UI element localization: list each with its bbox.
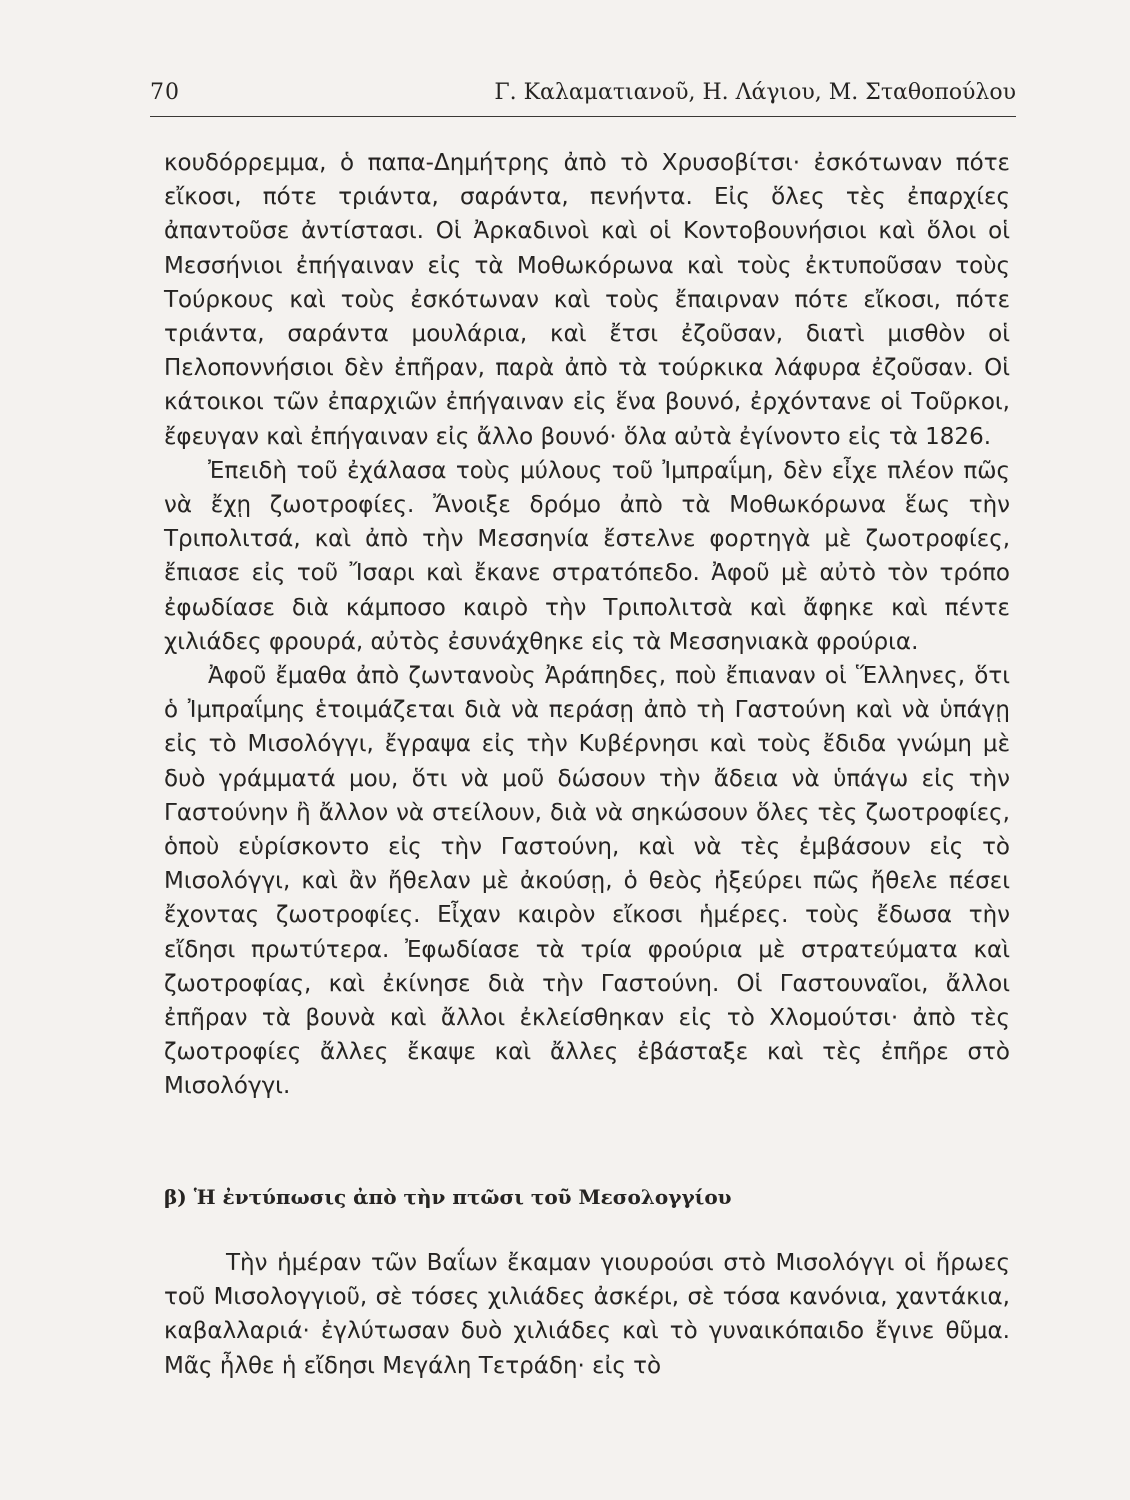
page-header bbox=[150, 76, 1016, 117]
section-body bbox=[164, 1246, 1010, 1383]
section-heading: β) Ἡ ἐντύπωσις ἀπὸ τὴν πτῶσι τοῦ Μεσολογγίου bbox=[164, 1185, 732, 1209]
paragraph: Ἐπειδὴ τοῦ ἐχάλασα τοὺς μύλους τοῦ Ἰμπραΐμη, δὲν εἶχε πλέον πῶς νὰ ἔχῃ ζωοτροφίες. Ἄνοιξε δρόμο ἀπὸ τὰ Μοθωκόρωνα ἕως τὴν Τριπολιτσά, καὶ ἀπὸ τὴν Μεσσηνία ἔστελνε φορτηγὰ μὲ ζωοτροφίες, ἔπιασε εἰς τοῦ Ἴσαρι καὶ ἔκανε στρατόπεδο. Ἀφοῦ μὲ αὐτὸ τὸν τρόπο ἐφωδίασε διὰ κάμποσο καιρὸ τὴν Τριπολιτσὰ καὶ ἄφηκε καὶ πέντε χιλιάδες φρουρά, αὐτὸς ἐσυνάχθηκε εἰς τὰ Μεσσηνιακὰ φρούρια. bbox=[164, 457, 1010, 655]
paragraph: Τὴν ἡμέραν τῶν Βαΐων ἔκαμαν γιουρούσι στὸ Μισολόγγι οἱ ἥρωες τοῦ Μισολογγιοῦ, σὲ τόσες χιλιάδες ἀσκέρι, σὲ τόσα κανόνια, χαντάκια, καβαλλαριά· ἐγλύτωσαν δυὸ χιλιάδες καὶ τὸ γυναικόπαιδο ἔγινε θῦμα. Μᾶς ἦλθε ἡ εἴδησι Μεγάλη Τετράδη· εἰς τὸ bbox=[164, 1250, 1010, 1379]
body-text bbox=[164, 146, 1010, 1104]
paragraph: Ἀφοῦ ἔμαθα ἀπὸ ζωντανοὺς Ἀράπηδες, ποὺ ἔπιαναν οἱ Ἕλληνες, ὅτι ὁ Ἰμπραΐμης ἑτοιμάζεται διὰ νὰ περάσῃ ἀπὸ τὴ Γαστούνη καὶ νὰ ὑπάγῃ εἰς τὸ Μισολόγγι, ἔγραψα εἰς τὴν Κυβέρνησι καὶ τοὺς ἔδιδα γνώμη μὲ δυὸ γράμματά μου, ὅτι νὰ μοῦ δώσουν τὴν ἄδεια νὰ ὑπάγω εἰς τὴν Γαστούνην ἢ ἄλλον νὰ στείλουν, διὰ νὰ σηκώσουν ὅλες τὲς ζωοτροφίες, ὁποὺ εὑρίσκοντο εἰς τὴν Γαστούνη, καὶ νὰ τὲς ἐμβάσουν εἰς τὸ Μισολόγγι, καὶ ἂν ἤθελαν μὲ ἀκούσῃ, ὁ θεὸς ἠξεύρει πῶς ἤθελε πέσει ἔχοντας ζωοτροφίες. Εἶχαν καιρὸν εἴκοσι ἡμέρες. τοὺς ἔδωσα τὴν εἴδησι πρωτύτερα. Ἐφωδίασε τὰ τρία φρούρια μὲ στρατεύματα καὶ ζωοτροφίας, καὶ ἐκίνησε διὰ τὴν Γαστούνη. Οἱ Γαστουναῖοι, ἄλλοι ἐπῆραν τὰ βουνὰ καὶ ἄλλοι ἐκλείσθηκαν εἰς τὸ Χλομούτσι· ἀπὸ τὲς ζωοτροφίες ἄλλες ἔκαψε καὶ ἄλλες ἐβάσταξε καὶ τὲς ἐπῆρε στὸ Μισολόγγι. bbox=[164, 663, 1010, 1100]
paragraph-continued: κουδόρρεμμα, ὁ παπα-Δημήτρης ἀπὸ τὸ Χρυσοβίτσι· ἐσκότωναν πότε εἴκοσι, πότε τριάντα, σαράντα, πενήντα. Εἰς ὅλες τὲς ἐπαρχίες ἀπαντοῦσε ἀντίστασι. Οἱ Ἀρκαδινοὶ καὶ οἱ Κοντοβουνήσιοι καὶ ὅλοι οἱ Μεσσήνιοι ἐπήγαιναν εἰς τὰ Μοθωκόρωνα καὶ τοὺς ἐκτυποῦσαν τοὺς Τούρκους καὶ τοὺς ἐσκότωναν καὶ τοὺς ἔπαιρναν πότε εἴκοσι, πότε τριάντα, σαράντα μουλάρια, καὶ ἔτσι ἐζοῦσαν, διατὶ μισθὸν οἱ Πελοποννήσιοι δὲν ἐπῆραν, παρὰ ἀπὸ τὰ τούρκικα λάφυρα ἐζοῦσαν. Οἱ κάτοικοι τῶν ἐπαρχιῶν ἐπήγαιναν εἰς ἕνα βουνό, ἐρχόντανε οἱ Τοῦρκοι, ἔφευγαν καὶ ἐπήγαιναν εἰς ἄλλο βουνό· ὅλα αὐτὰ ἐγίνοντο εἰς τὰ 1826. bbox=[164, 150, 1010, 450]
running-head: Γ. Καλαματιανοῦ, Η. Λάγιου, Μ. Σταθοπούλου bbox=[494, 80, 1016, 105]
page-number: 70 bbox=[150, 80, 180, 105]
